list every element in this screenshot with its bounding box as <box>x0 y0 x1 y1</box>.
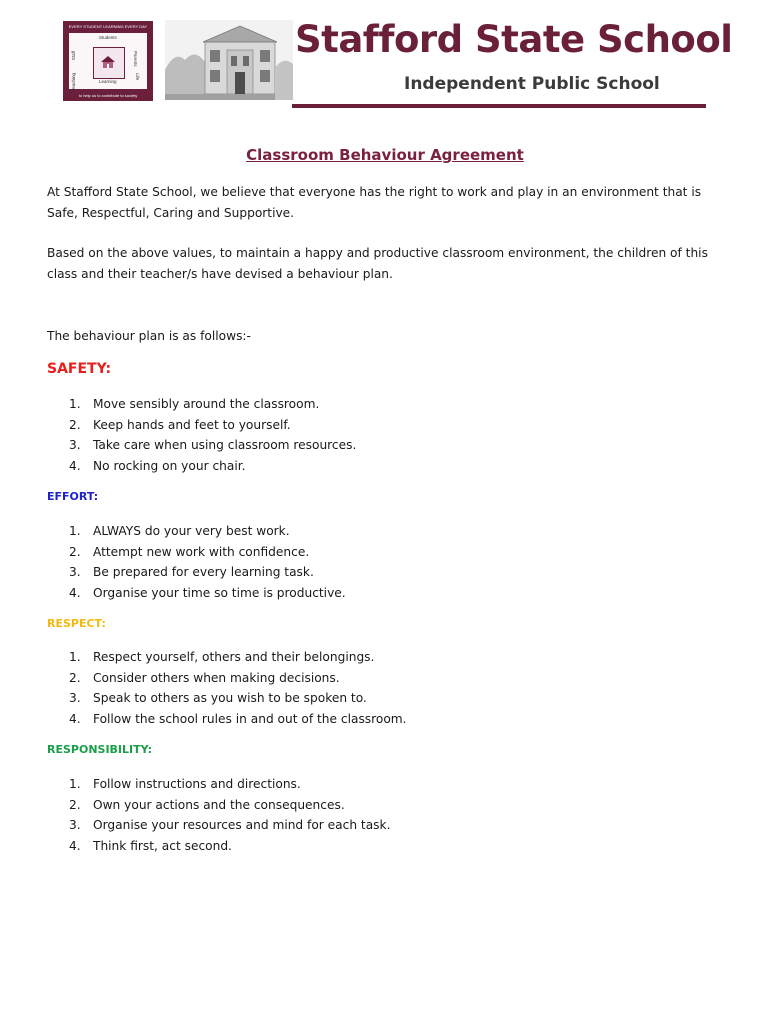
list-text: Respect yourself, others and their belongings. <box>93 650 375 664</box>
house-icon <box>100 55 116 69</box>
document-title: Classroom Behaviour Agreement <box>246 146 524 164</box>
list-text: Think first, act second. <box>93 838 232 853</box>
school-building-image <box>165 20 293 100</box>
list-text: Attempt new work with confidence. <box>93 544 310 559</box>
logo-motto: EVERY STUDENT LEARNING EVERY DAY <box>68 24 148 29</box>
list-text: Take care when using classroom resources. <box>93 438 357 452</box>
list-text: Organise your time so time is productive. <box>93 585 346 600</box>
list-text: Follow instructions and directions. <box>93 777 301 791</box>
list-text: Keep hands and feet to yourself. <box>93 417 291 432</box>
list-text: No rocking on your chair. <box>93 458 246 473</box>
list-text: ALWAYS do your very best work. <box>93 524 290 538</box>
list-text: Speak to others as you wish to be spoken to. <box>93 691 367 705</box>
list-number: 4. <box>69 585 81 600</box>
section-heading-safety: SAFETY: <box>47 361 112 377</box>
list-number: 1. <box>69 650 81 664</box>
logo-tagline: to help us to contribute to society <box>78 93 138 98</box>
list-number: 2. <box>69 417 81 432</box>
section-heading-effort: EFFORT: <box>47 490 99 503</box>
logo-word: Learning <box>99 79 117 84</box>
list-number: 4. <box>69 711 81 726</box>
list-text: Move sensibly around the classroom. <box>93 397 320 411</box>
plan-intro: The behaviour plan is as follows:- <box>47 329 251 343</box>
list-number: 3. <box>69 691 81 705</box>
logo-word: Staff <box>71 51 76 61</box>
list-text: Be prepared for every learning task. <box>93 565 314 579</box>
list-number: 2. <box>69 797 81 812</box>
list-number: 1. <box>69 397 81 411</box>
intro-paragraph: At Stafford State School, we believe that everyone has the right to work and play in an environment that is Safe, Respectful, Caring and Supportive. <box>47 185 702 220</box>
logo-word: Life <box>135 73 140 81</box>
logo-panel <box>69 33 147 92</box>
list-number: 4. <box>69 458 81 473</box>
section-heading-respect: RESPECT: <box>47 617 106 630</box>
list-number: 3. <box>69 565 81 579</box>
list-number: 4. <box>69 838 81 853</box>
school-logo <box>63 21 153 101</box>
list-number: 2. <box>69 670 81 685</box>
list-text: Own your actions and the consequences. <box>93 797 345 812</box>
list-text: Organise your resources and mind for each task. <box>93 818 391 832</box>
list-number: 1. <box>69 777 81 791</box>
section-heading-responsibility: RESPONSIBILITY: <box>47 743 153 756</box>
list-text: Follow the school rules in and out of the classroom. <box>93 711 407 726</box>
school-name: Stafford State School <box>295 18 733 61</box>
list-text: Consider others when making decisions. <box>93 670 340 685</box>
list-number: 3. <box>69 438 81 452</box>
logo-word: Teaching <box>71 73 76 92</box>
values-paragraph: Based on the above values, to maintain a happy and productive classroom environment, the children of this class and their teacher/s have devised a behaviour plan. <box>47 246 708 281</box>
list-number: 2. <box>69 544 81 559</box>
logo-word: Students <box>99 35 117 40</box>
list-number: 1. <box>69 524 81 538</box>
logo-word: Parents <box>133 51 138 67</box>
header-divider <box>292 104 706 108</box>
list-number: 3. <box>69 818 81 832</box>
school-subtitle: Independent Public School <box>404 74 660 94</box>
